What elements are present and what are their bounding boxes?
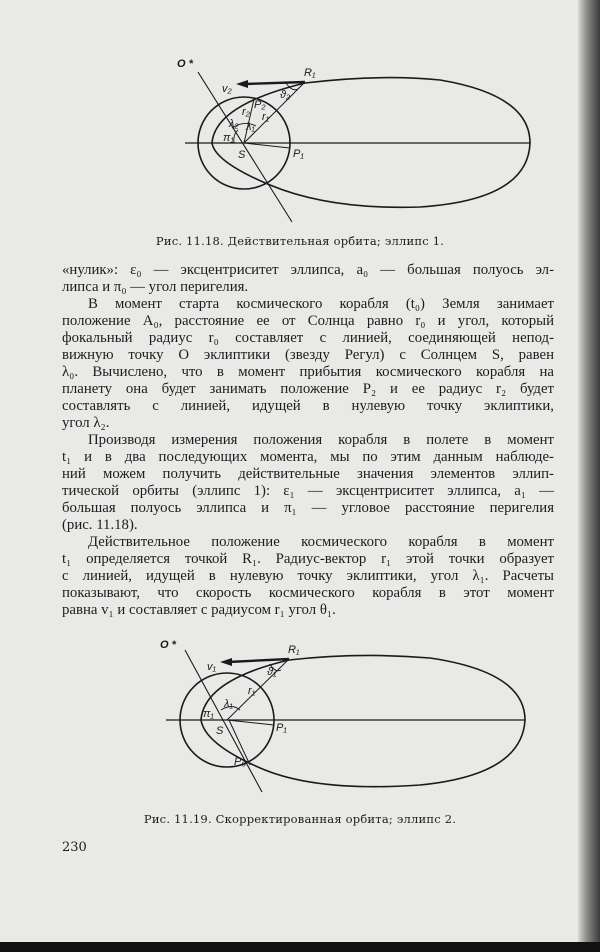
figure-label: r₁ xyxy=(248,685,256,697)
figure-label: v₁ xyxy=(207,661,216,673)
text-line: показывают, что скорость космического корабля в этот момент xyxy=(62,585,554,601)
text-line: положение A₀, расстояние ее от Солнца равно r₀ и угол, который xyxy=(62,313,554,329)
text-line: t₁ и в два последующих момента, мы по этим данным наблюде- xyxy=(62,449,554,465)
figure-label: R₁ xyxy=(288,644,300,656)
figure-label: π₁ xyxy=(223,132,234,144)
figure-label: P₂ xyxy=(254,99,266,111)
text-line: равна v₁ и составляет с радиусом r₁ угол θ₁. xyxy=(62,602,336,618)
text-line: ний можем получить действительные значения элементов эллип- xyxy=(62,466,554,482)
radius-p1 xyxy=(244,143,290,148)
text-line: вижную точку O эклиптики (звезду Регул) с Солнцем S, равен xyxy=(62,347,554,363)
figure-11-18 xyxy=(0,50,600,230)
orbit-ellipse-2 xyxy=(201,655,525,786)
figure-label: v₂ xyxy=(222,83,232,95)
arrow-head xyxy=(236,80,248,88)
text-line: «нулик»: ε₀ — эксцентриситет эллипса, a₀ — большая полуось эл- xyxy=(62,262,554,278)
figure-label: O * xyxy=(160,639,176,651)
text-line: Действительное положение космического корабля в момент xyxy=(88,534,554,550)
velocity-arrow xyxy=(244,82,305,84)
figure-label: π₁ xyxy=(203,708,214,720)
text-line: λ₀. Вычислено, что в момент прибытия космического корабля на xyxy=(62,364,554,380)
figure-label: ϑ₁ xyxy=(267,666,277,678)
figure-label: r₁ xyxy=(262,111,270,123)
text-line: В момент старта космического корабля (t₀) Земля занимает xyxy=(88,296,554,312)
figure-label: P₁ xyxy=(276,722,287,734)
figure-label: λ₁ xyxy=(246,121,255,133)
figure-caption: Рис. 11.18. Действительная орбита; эллипс 1. xyxy=(155,234,445,248)
figure-label: R₁ xyxy=(304,67,316,79)
figure-label: S xyxy=(238,149,246,161)
body-text xyxy=(62,262,554,619)
radius-p1 xyxy=(227,720,274,725)
text-line: с линией, идущей в нулевую точку эклиптики, угол λ₁. Расчеты xyxy=(62,568,554,584)
figure-label: λ₂ xyxy=(229,118,239,130)
figure-label: P₀ xyxy=(234,756,246,768)
text-line: угол λ₂. xyxy=(62,415,110,431)
text-line: t₁ определяется точкой R₁. Радиус-вектор r₁ этой точки образует xyxy=(62,551,554,567)
figure-label: ϑ₂ xyxy=(280,89,291,101)
text-line: липса и π₀ — угол перигелия. xyxy=(62,279,249,295)
angle-arc-pi xyxy=(234,130,238,143)
text-line: (рис. 11.18). xyxy=(62,517,138,533)
text-line: фокальный радиус r₀ составляет с линией, соединяющей непод- xyxy=(62,330,554,346)
figure-label: O * xyxy=(177,58,193,70)
text-line: Производя измерения положения корабля в полете в момент xyxy=(88,432,554,448)
arrow-head xyxy=(220,658,232,666)
page-number: 230 xyxy=(62,840,87,855)
text-line: составлять с линией, идущей в нулевую точку эклиптики, xyxy=(62,398,554,414)
figure-label: S xyxy=(216,725,224,737)
figure-label: r₂ xyxy=(242,106,250,118)
text-line: планету она будет занимать положение P₂ и ее радиус r₂ будет xyxy=(62,381,554,397)
text-line: тической орбиты (эллипс 1): ε₁ — эксцентриситет эллипса, a₁ — xyxy=(62,483,554,499)
figure-11-19 xyxy=(0,630,600,810)
figure-label: P₁ xyxy=(293,148,304,160)
text-line: большая полуось эллипса и π₁ — угловое расстояние перигелия xyxy=(62,500,554,516)
figure-caption: Рис. 11.19. Скорректированная орбита; эллипс 2. xyxy=(143,812,457,826)
scan-border xyxy=(0,942,600,952)
figure-label: λ₁ xyxy=(224,698,233,710)
